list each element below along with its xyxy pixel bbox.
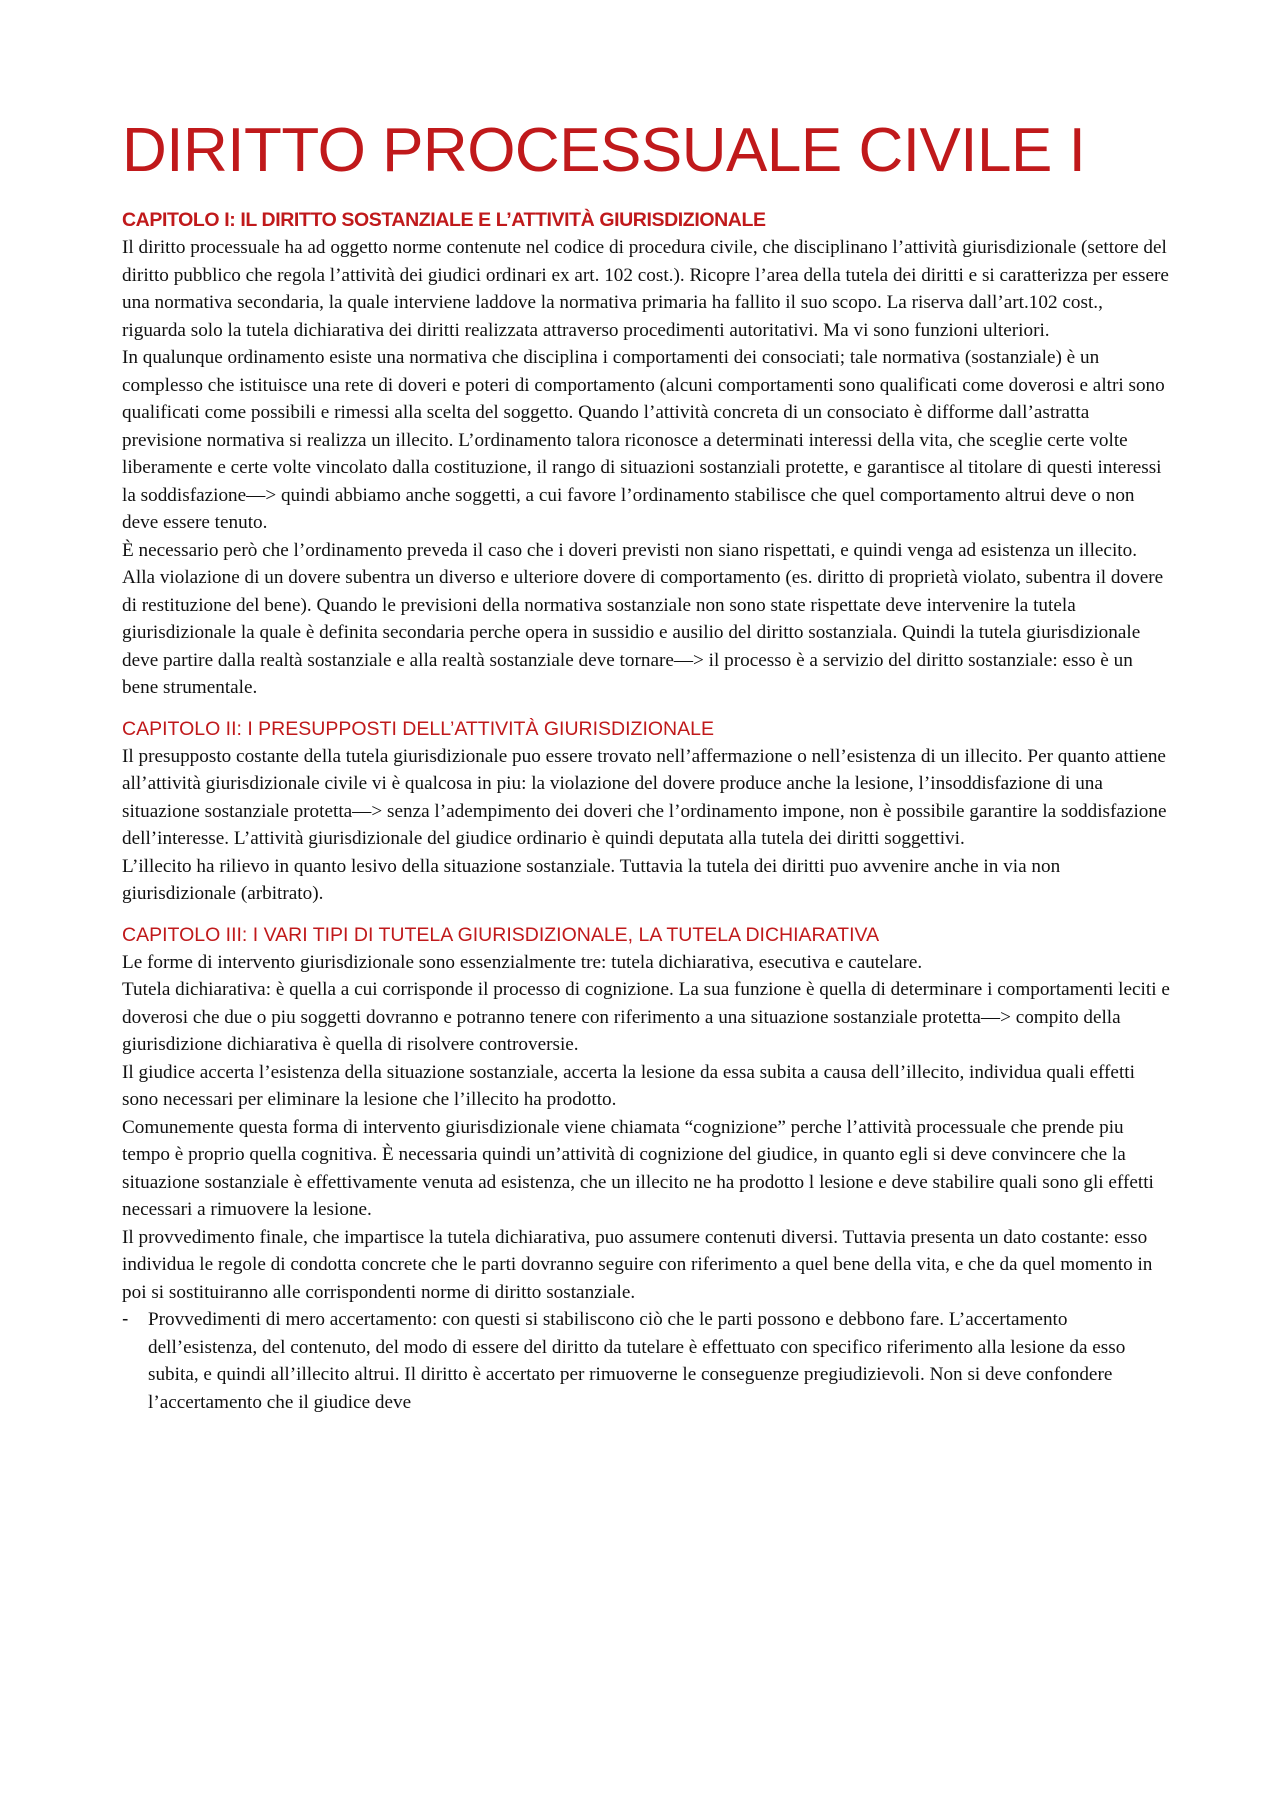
paragraph: Comunemente questa forma di intervento giurisdizionale viene chiamata “cognizione” perche l’attività processuale che prende piu tempo è proprio quella cognitiva. È necessaria quindi un’attività di cognizione del giudice, in quanto egli si deve convincere che la situazione sostanziale è effettivamente venuta ad esistenza, che un illecito ne ha prodotto l lesione e deve stabilire quali sono gli effetti necessari a rimuovere la lesione. — [122, 1116, 1154, 1221]
paragraph: Il provvedimento finale, che impartisce la tutela dichiarativa, puo assumere contenuti diversi. Tuttavia presenta un dato costante: esso individua le regole di condotta concrete che le parti dovranno seguire con riferimento a quel bene della vita, e che da quel momento in poi si sostituiranno alle corrispondenti norme di diritto sostanziale. — [122, 1226, 1153, 1303]
paragraph: Tutela dichiarativa: è quella a cui corrisponde il processo di cognizione. La sua funzione è quella di determinare i comportamenti leciti e doverosi che due o piu soggetti dovranno e potranno tenere con riferimento a una situazione sostanziale protetta—> compito della giurisdizione dichiarativa è quella di risolvere controversie. — [122, 979, 1170, 1056]
paragraph: Le forme di intervento giurisdizionale sono essenzialmente tre: tutela dichiarativa, esecutiva e cautelare. — [122, 951, 923, 973]
list-item — [122, 1306, 1170, 1416]
list-item-text: Provvedimenti di mero accertamento: con questi si stabiliscono ciò che le parti possono e debbono fare. L’accertamento dell’esistenza, del contenuto, del modo di essere del diritto da tutelare è effettuato con specifico riferimento alla lesione da esso subita, e quindi all’illecito altrui. Il diritto è accertato per rimuoverne le conseguenze pregiudizievoli. Non si deve confondere l’accertamento che il giudice deve — [148, 1309, 1126, 1413]
document-content — [122, 118, 1170, 1430]
chapter-2-heading: CAPITOLO II: I PRESUPPOSTI DELL’ATTIVITÀ GIURISDIZIONALE — [122, 717, 714, 740]
paragraph: In qualunque ordinamento esiste una normativa che disciplina i comportamenti dei consociati; tale normativa (sostanziale) è un complesso che istituisce una rete di doveri e poteri di comportamento (alcuni comportamenti sono qualificati come doverosi e altri sono qualificati come possibili e rimessi alla scelta del soggetto. Quando l’attività concreta di un consociato è difforme dall’astratta previsione normativa si realizza un illecito. L’ordinamento talora riconosce a determinati interessi della vita, che sceglie certe volte liberamente e certe volte vincolato dalla costituzione, il rango di situazioni sostanziali protette, e garantisce al titolare di questi interessi la soddisfazione—> quindi abbiamo anche soggetti, a cui favore l’ordinamento stabilisce che quel comportamento altrui deve o non deve essere tenuto. — [122, 347, 1165, 534]
paragraph: È necessario però che l’ordinamento preveda il caso che i doveri previsti non siano rispettati, e quindi venga ad esistenza un illecito. Alla violazione di un dovere subentra un diverso e ulteriore dovere di comportamento (es. diritto di proprietà violato, subentra il dovere di restituzione del bene). Quando le previsioni della normativa sostanziale non sono state rispettate deve intervenire la tutela giurisdizionale la quale è definita secondaria perche opera in sussidio e ausilio del diritto sostanziala. Quindi la tutela giurisdizionale deve partire dalla realtà sostanziale e alla realtà sostanziale deve tornare—> il processo è a servizio del diritto sostanziale: esso è un bene strumentale. — [122, 539, 1164, 699]
bullet-marker: - — [122, 1309, 129, 1331]
paragraph: Il diritto processuale ha ad oggetto norme contenute nel codice di procedura civile, che disciplinano l’attività giurisdizionale (settore del diritto pubblico che regola l’attività dei giudici ordinari ex art. 102 cost.). Ricopre l’area della tutela dei diritti e si caratterizza per essere una normativa secondaria, la quale interviene laddove la normativa primaria ha fallito il suo scopo. La riserva dall’art.102 cost., riguarda solo la tutela dichiarativa dei diritti realizzata attraverso procedimenti autoritativi. Ma vi sono funzioni ulteriori. — [122, 237, 1169, 341]
chapter-1-heading: CAPITOLO I: IL DIRITTO SOSTANZIALE E L’ATTIVITÀ GIURISDIZIONALE — [122, 209, 766, 232]
paragraph: Il presupposto costante della tutela giurisdizionale puo essere trovato nell’affermazione o nell’esistenza di un illecito. Per quanto attiene all’attività giurisdizionale civile vi è qualcosa in piu: la violazione del dovere produce anche la lesione, l’insoddisfazione di una situazione sostanziale protetta—> senza l’adempimento dei doveri che l’ordinamento impone, non è possibile garantire la soddisfazione dell’interesse. L’attività giurisdizionale del giudice ordinario è quindi deputata alla tutela dei diritti soggettivi. — [122, 745, 1167, 850]
document-title: DIRITTO PROCESSUALE CIVILE I — [122, 116, 1086, 185]
chapter-1 — [122, 207, 1170, 702]
chapter-2 — [122, 716, 1170, 908]
chapter-3-heading: CAPITOLO III: I VARI TIPI DI TUTELA GIURISDIZIONALE, LA TUTELA DICHIARATIVA — [122, 923, 880, 946]
paragraph: L’illecito ha rilievo in quanto lesivo della situazione sostanziale. Tuttavia la tutela dei diritti puo avvenire anche in via non giurisdizionale (arbitrato). — [122, 855, 1061, 905]
chapter-3 — [122, 922, 1170, 1417]
paragraph: Il giudice accerta l’esistenza della situazione sostanziale, accerta la lesione da essa subita a causa dell’illecito, individua quali effetti sono necessari per eliminare la lesione che l’illecito ha prodotto. — [122, 1061, 1135, 1111]
